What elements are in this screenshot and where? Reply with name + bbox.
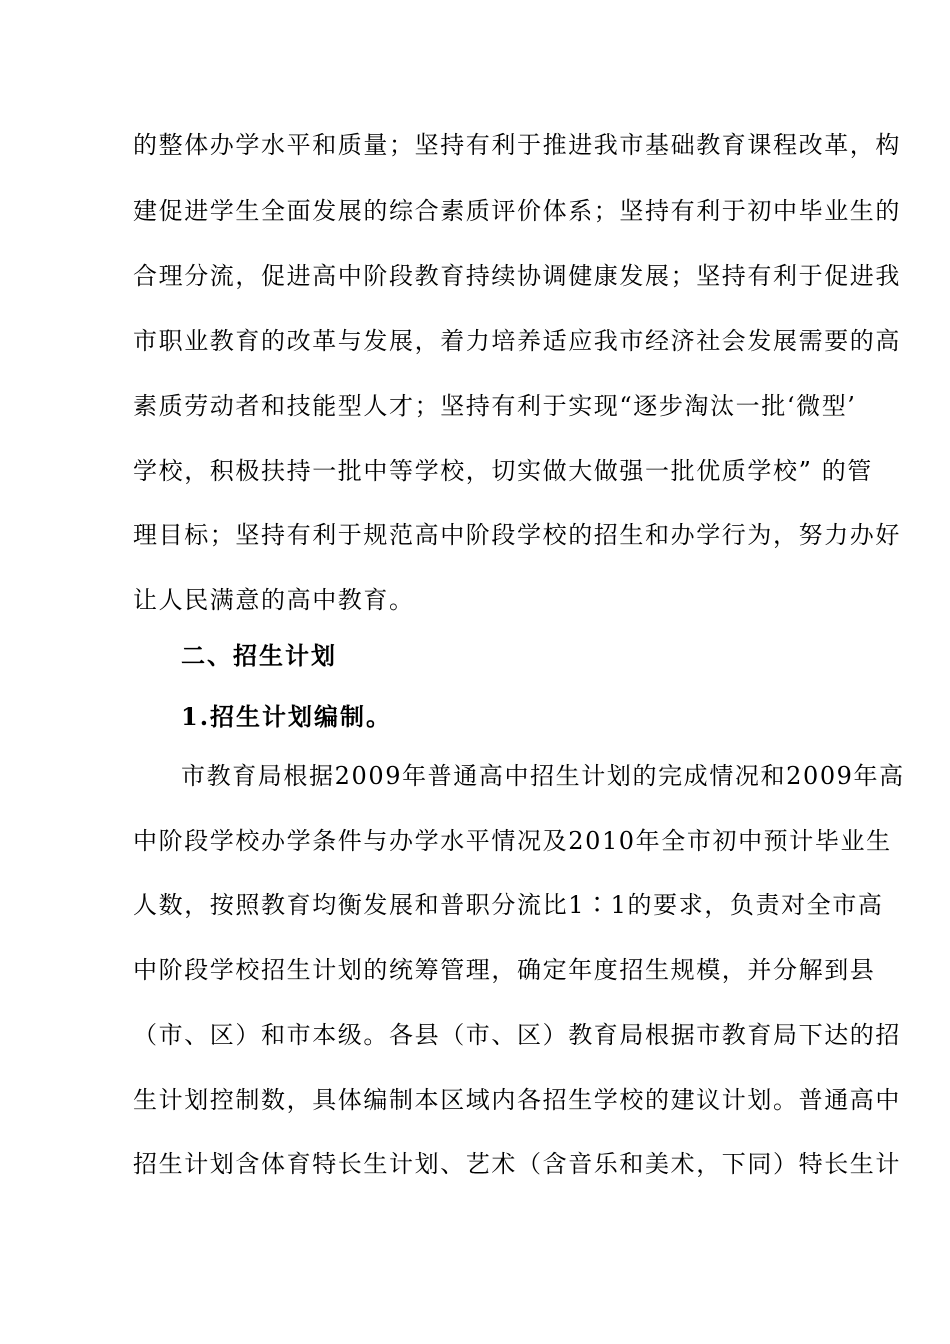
paragraph-1-line-4: 市职业教育的改革与发展，着力培养适应我市经济社会发展需要的高	[133, 327, 901, 355]
section-heading: 二、招生计划	[181, 641, 337, 670]
paragraph-1-line-8: 让人民满意的高中教育。	[133, 586, 415, 614]
paragraph-2-line-3: 人数，按照教育均衡发展和普职分流比1∶1的要求，负责对全市高	[133, 891, 884, 919]
subsection-heading: 1.招生计划编制。	[181, 702, 393, 731]
paragraph-1-line-6: 学校，积极扶持一批中等学校，切实做大做强一批优质学校” 的管	[133, 457, 873, 485]
paragraph-2-line-4: 中阶段学校招生计划的统筹管理，确定年度招生规模，并分解到县	[133, 956, 876, 984]
paragraph-1-line-1: 的整体办学水平和质量；坚持有利于推进我市基础教育课程改革，构	[133, 131, 901, 159]
paragraph-2-line-2: 中阶段学校办学条件与办学水平情况及2010年全市初中预计毕业生	[133, 827, 892, 855]
paragraph-1-line-7: 理目标；坚持有利于规范高中阶段学校的招生和办学行为，努力办好	[133, 521, 901, 549]
paragraph-1-line-3: 合理分流，促进高中阶段教育持续协调健康发展；坚持有利于促进我	[133, 262, 901, 290]
paragraph-2-line-6: 生计划控制数，具体编制本区域内各招生学校的建议计划。普通高中	[133, 1086, 901, 1114]
paragraph-2-line-7: 招生计划含体育特长生计划、艺术（含音乐和美术，下同）特长生计	[133, 1150, 901, 1178]
paragraph-2-line-5: （市、区）和市本级。各县（市、区）教育局根据市教育局下达的招	[133, 1021, 901, 1049]
paragraph-1-line-5: 素质劳动者和技能型人才；坚持有利于实现“逐步淘汰一批‘微型’	[133, 392, 857, 420]
paragraph-2-line-1: 市教育局根据2009年普通高中招生计划的完成情况和2009年高	[181, 762, 905, 790]
paragraph-1-line-2: 建促进学生全面发展的综合素质评价体系；坚持有利于初中毕业生的	[133, 197, 901, 225]
